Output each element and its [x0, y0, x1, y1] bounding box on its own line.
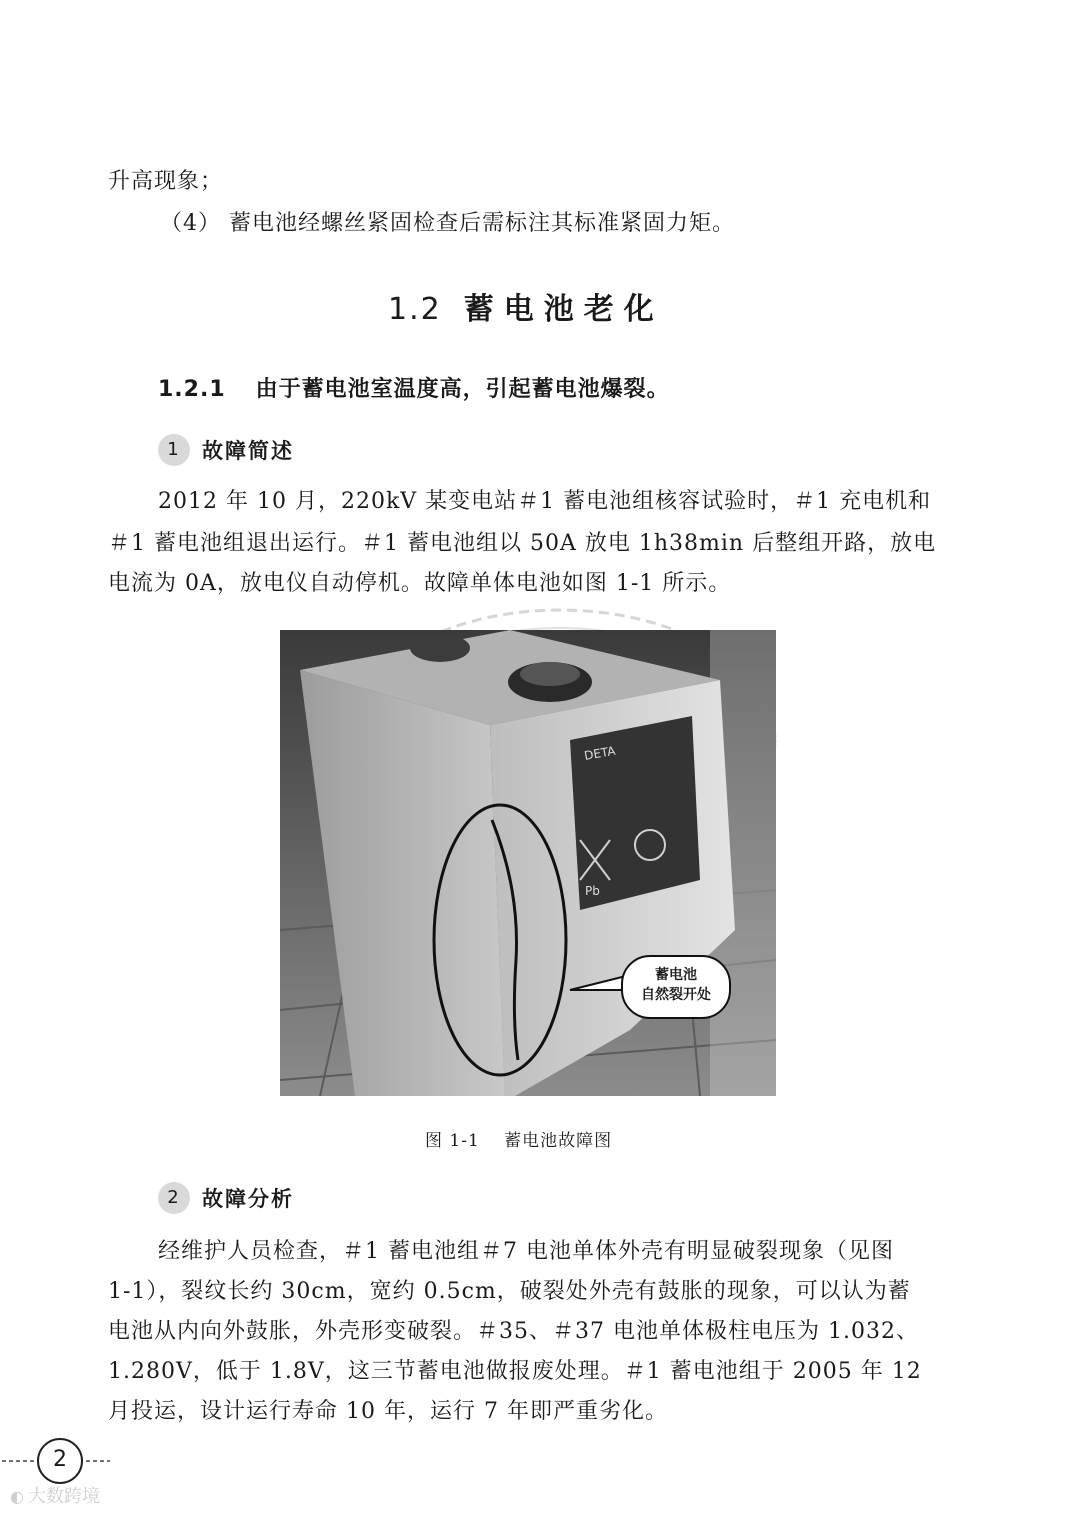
fault-analysis-line-1: 经维护人员检查，＃1 蓄电池组＃7 电池单体外壳有明显破裂现象（见图 — [158, 1239, 894, 1264]
fault-analysis-line-4: 1.280V，低于 1.8V，这三节蓄电池做报废处理。＃1 蓄电池组于 2005 年 12 — [108, 1359, 922, 1384]
footer-watermark — [10, 1482, 100, 1508]
subsection-number: 1.2.1 — [158, 377, 226, 402]
figure-caption: 图 1-1 蓄电池故障图 — [425, 1131, 613, 1151]
battery-photo-graphic — [280, 630, 776, 1096]
fault-summary-title: 故障简述 — [202, 439, 294, 463]
watermark-logo-icon: ◐ — [10, 1487, 24, 1506]
watermark-text: 大数跨境 — [27, 1486, 100, 1507]
callout-label — [622, 965, 730, 1005]
battery-photo — [280, 630, 776, 1096]
fault-analysis-line-5: 月投运，设计运行寿命 10 年，运行 7 年即严重劣化。 — [108, 1399, 668, 1424]
label-brand: DETA — [583, 743, 617, 763]
subsection-heading — [158, 372, 670, 403]
fault-summary-line-1: 2012 年 10 月，220kV 某变电站＃1 蓄电池组核容试验时，＃1 充电机和 — [158, 489, 932, 514]
section-number: 1.2 — [388, 292, 442, 327]
continuation-line-1: 升高现象； — [108, 169, 224, 194]
heading-number-badge: 1 — [158, 434, 190, 466]
callout-line-1: 蓄电池 — [655, 967, 697, 983]
section-title — [388, 284, 664, 328]
continuation-line-2: （4） 蓄电池经螺丝紧固检查后需标注其标准紧固力矩。 — [160, 211, 735, 236]
label-pb: Pb — [585, 884, 600, 898]
page-number: 2 — [53, 1447, 67, 1472]
fault-analysis-title: 故障分析 — [202, 1187, 294, 1211]
section-title-text: 蓄电池老化 — [463, 292, 664, 327]
fault-summary-line-3: 电流为 0A，放电仪自动停机。故障单体电池如图 1-1 所示。 — [108, 571, 732, 596]
subsection-title: 由于蓄电池室温度高，引起蓄电池爆裂。 — [255, 377, 670, 402]
fault-analysis-line-2: 1-1），裂纹长约 30cm，宽约 0.5cm，破裂处外壳有鼓胀的现象，可以认为蓄 — [108, 1279, 911, 1304]
fault-analysis-line-3: 电池从内向外鼓胀，外壳形变破裂。＃35、＃37 电池单体极柱电压为 1.032、 — [108, 1319, 919, 1344]
fault-analysis-heading — [158, 1182, 294, 1214]
callout-line-2: 自然裂开处 — [641, 987, 711, 1003]
fault-summary-line-2: ＃1 蓄电池组退出运行。＃1 蓄电池组以 50A 放电 1h38min 后整组开路，放电 — [108, 531, 937, 556]
heading-number-badge: 2 — [158, 1182, 190, 1214]
fault-summary-heading — [158, 434, 294, 466]
